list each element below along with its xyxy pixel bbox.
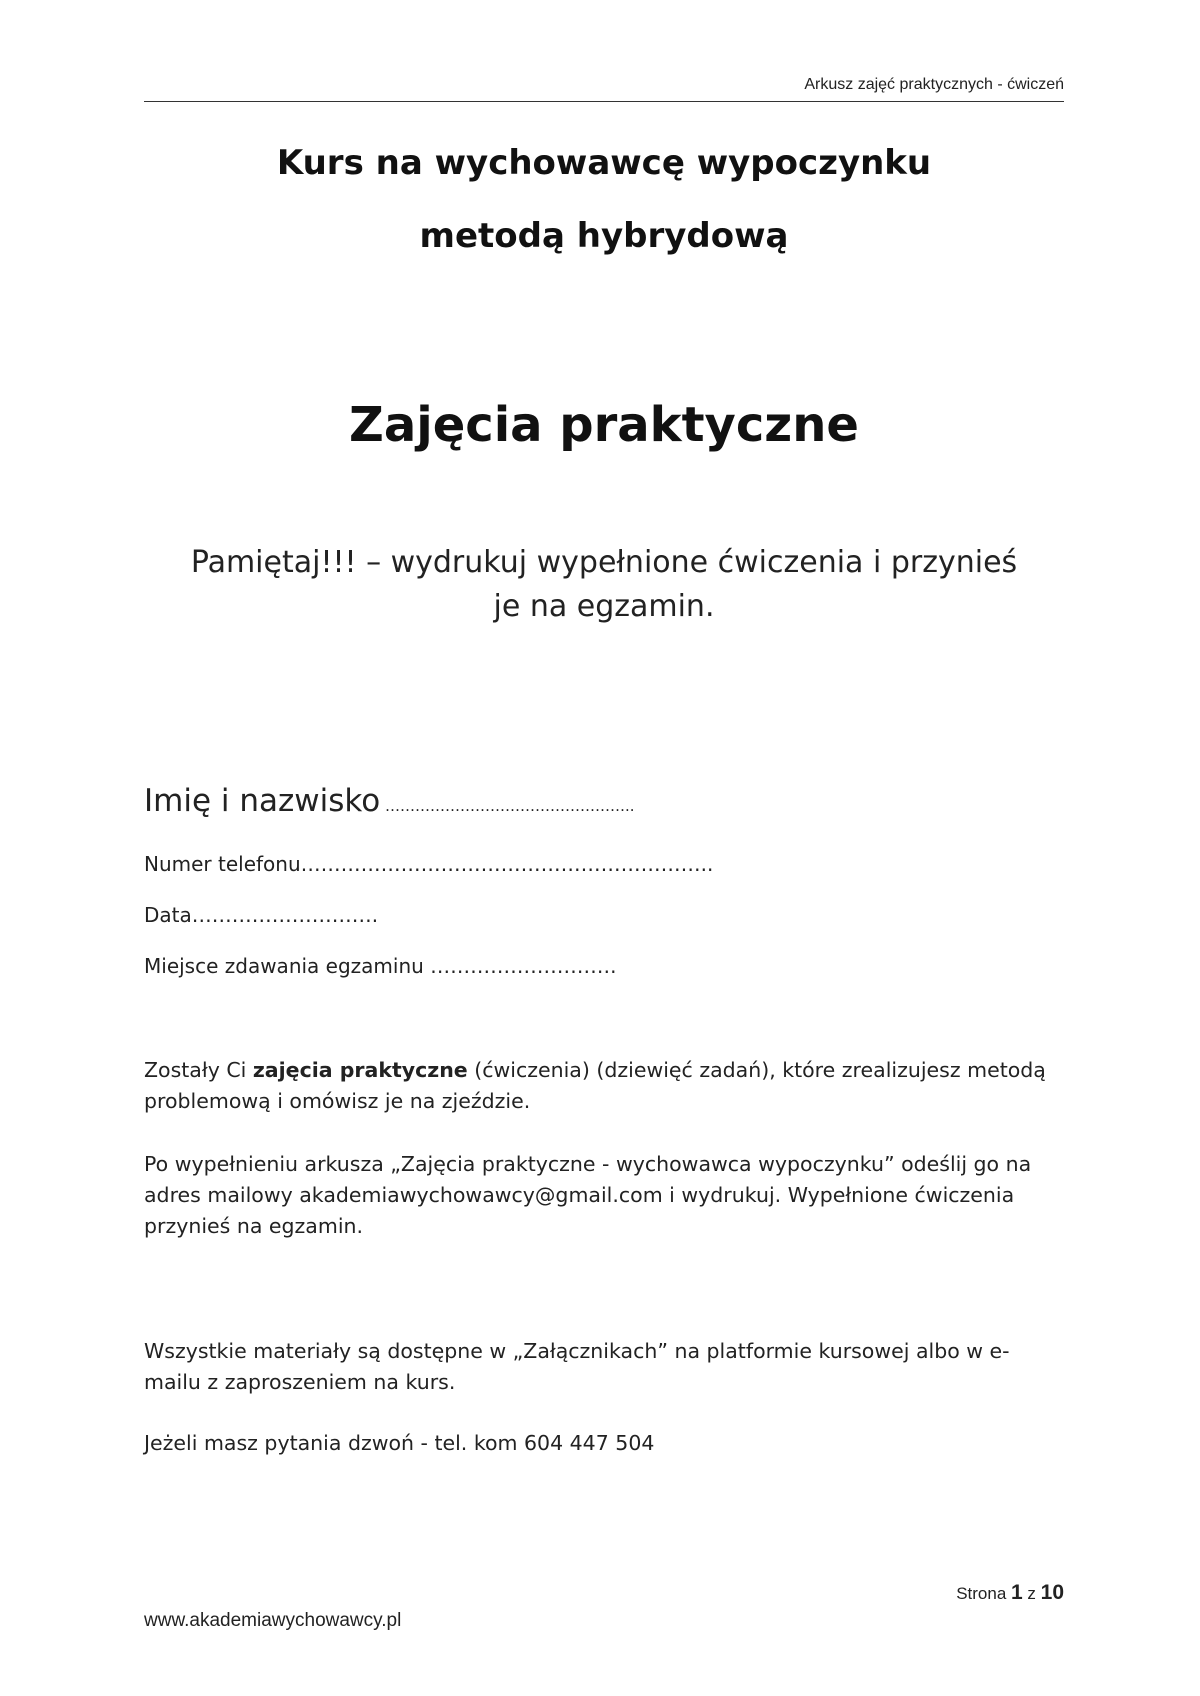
date-field: Data………………………. [144,903,379,927]
materials-paragraph: Wszystkie materiały są dostępne w „Załącznikach” na platformie kursowej albo w e-mailu z zaproszeniem na kurs. [144,1339,1010,1394]
reminder-line-2: je na egzamin. [493,589,715,624]
course-title-line-1: Kurs na wychowawcę wypoczynku [276,143,932,183]
footer-website: www.akademiawychowawcy.pl [144,1610,402,1631]
assignment-text-end: (ćwiczenia) (dziewięć zadań), które zrealizujesz metodą problemową i omówisz je na zjeździe. [144,1058,1046,1113]
page-number [780,1581,1064,1605]
header-divider [144,101,1064,102]
reminder-note [144,541,1064,629]
page-number-separator: z [1022,1584,1041,1603]
page-number-current: 1 [1011,1581,1023,1604]
submission-paragraph: Po wypełnieniu arkusza „Zajęcia praktyczne - wychowawca wypoczynku” odeślij go na adres mailowy akademiawychowawcy@gmail.com i wydrukuj. Wypełnione ćwiczenia przynieś na egzamin. [144,1152,1032,1238]
reminder-line-1: Pamiętaj!!! – wydrukuj wypełnione ćwiczenia i przynieś [190,545,1018,580]
phone-field: Numer telefonu…………………………………………………….. [144,852,714,876]
exam-place-field: Miejsce zdawania egzaminu ………………………. [144,954,617,978]
running-header: Arkusz zajęć praktycznych - ćwiczeń [804,76,1064,93]
document-main-title: Zajęcia praktyczne [349,397,859,453]
name-field-dots: ………………………………………….. [380,797,635,815]
assignment-paragraph [144,1055,1064,1117]
name-field [144,783,635,819]
page-number-prefix: Strona [956,1584,1011,1603]
course-title-line-2: metodą hybrydową [419,216,789,256]
assignment-text-start: Zostały Ci [144,1058,253,1082]
name-field-label: Imię i nazwisko [144,783,381,819]
page-number-total: 10 [1040,1581,1064,1604]
contact-paragraph: Jeżeli masz pytania dzwoń - tel. kom 604 447 504 [144,1431,655,1455]
assignment-bold-text: zajęcia praktyczne [252,1058,468,1082]
